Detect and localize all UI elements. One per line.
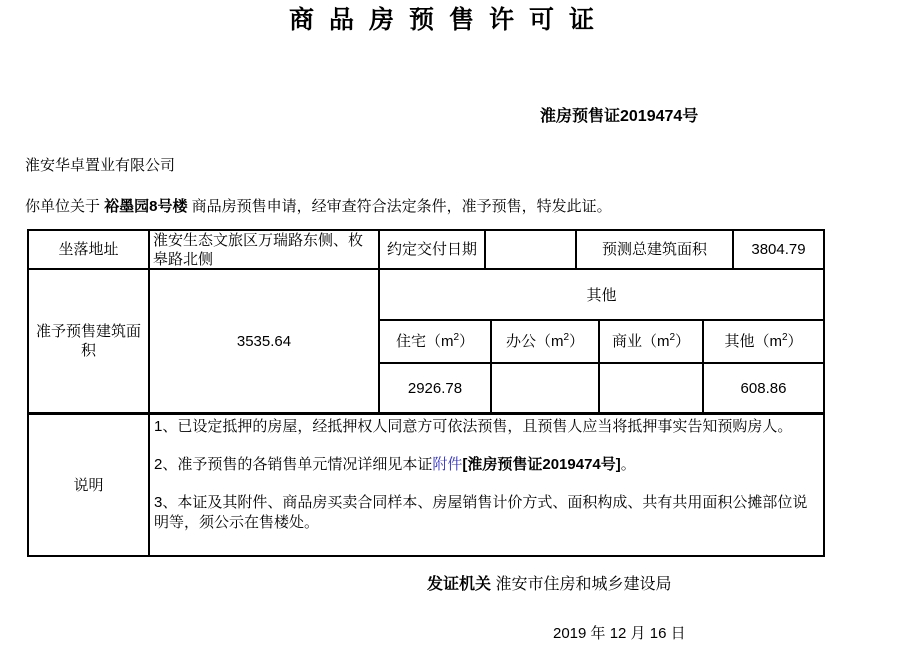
notes-content-cell — [150, 415, 823, 555]
category-residential-cell: 住宅$(m^2)$ — [380, 321, 492, 362]
intro-line — [25, 197, 898, 217]
intro-prefix: 你单位关于 — [25, 198, 105, 215]
note-2-suffix: 。 — [620, 456, 636, 473]
document-title: 商品房预售许可证 — [288, 6, 609, 34]
office-area-value — [492, 364, 600, 412]
note-item-1: 1、已设定抵押的房屋，经抵押权人同意方可依法预售，且预售人应当将抵押事实告知预购房人。 — [154, 418, 793, 435]
attachment-link[interactable]: 附件 — [432, 456, 463, 473]
project-name: 裕墨园8号楼 — [104, 198, 188, 215]
category-commercial-cell: 商业$(m^2)$ — [600, 321, 704, 362]
permit-table — [27, 229, 825, 557]
table-row-notes — [29, 415, 823, 555]
category-other-cell: 其他$(m^2)$ — [724, 332, 803, 350]
predicted-area-label-cell: 预测总建筑面积 — [577, 231, 734, 268]
issuer-label: 发证机关 — [427, 576, 492, 593]
notes-label-cell: 说明 — [29, 415, 150, 555]
area-category-header-row — [380, 321, 823, 364]
approved-area-label-cell: 准予预售建筑面积 — [29, 270, 150, 412]
predicted-area-value-cell: 3804.79 — [751, 241, 806, 258]
note-2-prefix: 2、准予预售的各销售单元情况详细见本证 — [154, 456, 433, 473]
residential-area-value: 2926.78 — [380, 364, 492, 412]
issuer-line — [427, 575, 898, 595]
commercial-area-value — [600, 364, 704, 412]
issuer-name: 淮安市住房和城乡建设局 — [495, 576, 672, 593]
delivery-date-value-cell — [486, 231, 577, 268]
category-office-cell: 办公$(m^2)$ — [492, 321, 600, 362]
note-item-3: 3、本证及其附件、商品房买卖合同样本、房屋销售计价方式、面积构成、共有共用面积公摊部位说明等，须公示在售楼处。 — [154, 494, 808, 531]
company-name: 淮安华卓置业有限公司 — [25, 157, 176, 174]
address-value-cell: 淮安生态文旅区万瑞路东侧、枚皋路北侧 — [150, 231, 380, 268]
delivery-date-label-cell: 约定交付日期 — [380, 231, 486, 268]
table-row-location — [29, 231, 823, 270]
note-2-cert-ref: [淮房预售证2019474号] — [462, 456, 621, 473]
certificate-number: 淮房预售证2019474号 — [540, 108, 699, 125]
table-row-approved-area — [29, 270, 823, 415]
approved-area-value-cell: 3535.64 — [150, 270, 380, 412]
intro-suffix: 商品房预售申请，经审查符合法定条件，准予预售，特发此证。 — [187, 198, 612, 215]
note-item-2 — [154, 455, 815, 475]
issue-date: 2019 年 12 月 16 日 — [553, 625, 686, 642]
area-values-row — [380, 364, 823, 412]
other-area-value: 608.86 — [740, 379, 787, 397]
other-header-cell: 其他 — [380, 270, 823, 321]
address-label-cell: 坐落地址 — [29, 231, 150, 268]
area-breakdown-panel — [380, 270, 823, 412]
